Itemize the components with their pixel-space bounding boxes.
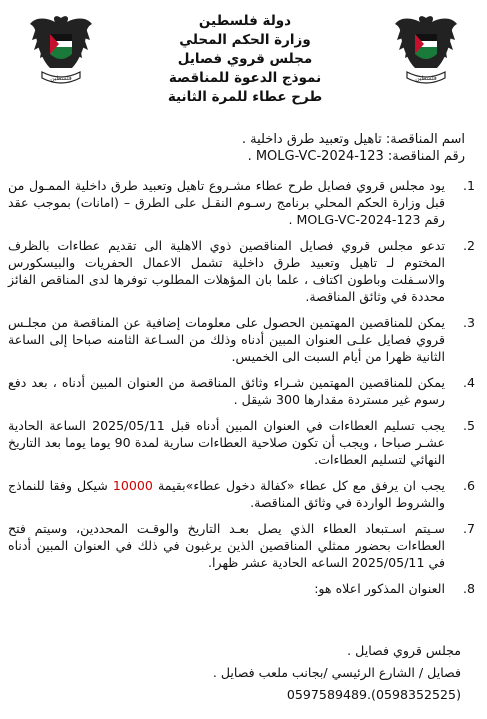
- header-council: مجلس قروي فصايل: [177, 51, 313, 67]
- list-item: [8, 374, 477, 408]
- header-round: طرح عطاء للمرة الثانية: [167, 89, 323, 105]
- item-number: 6.: [462, 478, 475, 493]
- item-text: العنوان المذكور اعلاه هو:: [314, 581, 445, 596]
- address-block: [8, 640, 461, 706]
- item-number: 7.: [462, 521, 475, 536]
- item-text: [8, 477, 445, 511]
- list-item: [8, 477, 477, 511]
- item-number: 8.: [462, 581, 475, 596]
- tender-number: رقم المناقصة: MOLG-VC-2024-123 .: [247, 149, 465, 164]
- header-ministry: وزارة الحكم المحلي: [179, 32, 311, 48]
- item-text-after: شيكل وفقا للنماذج والشروط الواردة في وثائق المناقصة.: [8, 478, 445, 510]
- palestine-eagle-emblem-left: [28, 10, 94, 92]
- item-number: 4.: [462, 375, 475, 390]
- header-form-title: نموذج الدعوة للمناقصة: [168, 70, 322, 86]
- item-text: تدعو مجلس قروي فصايل المناقصين ذوي الاهلية الى تقديم عطاءات بالظرف المختوم لـ تاهيل وتعبيد طرق داخلية تشمل الاعمال الحفريات والبيسكورس والاسـفلت وباطون اكتاف ، علما بان المؤهلات المطلوب توفرها لدى المناقص الفائز محددة في وثائق المناقصة.: [8, 238, 445, 304]
- emblem-caption-right: فلسطين: [415, 75, 437, 82]
- address-street: فصايل / الشارع الرئيسي /بجانب ملعب فصايل .: [212, 665, 461, 680]
- item-text-before: يجب ان يرفق مع كل عطاء «كفالة دخول عطاء»بقيمة: [152, 478, 445, 493]
- address-phones: (0598352525).0597589489: [286, 687, 461, 702]
- tender-subject: [6, 131, 465, 165]
- item-text: يود مجلس قروي فصايل طرح عطاء مشـروع تاهيل وتعبيد طرق داخلية الممـول من قبل وزارة الحكم المحلي برنامج رسـوم النقـل على الطرق – (امانات) بموجب عقد رقم MOLG-VC-2024-123 .: [8, 178, 445, 227]
- item-number: 2.: [462, 238, 475, 253]
- guarantee-amount: 10000: [112, 478, 153, 493]
- list-item: [8, 417, 477, 468]
- list-item: [8, 580, 477, 597]
- palestine-eagle-emblem-right: [393, 10, 459, 92]
- tender-items-list: [8, 177, 477, 606]
- header-state: دولة فلسطين: [198, 13, 292, 29]
- list-item: [8, 237, 477, 305]
- item-number: 3.: [462, 315, 475, 330]
- item-text: يجب تسليم العطاءات في العنوان المبين أدناه قبل 2025/05/11 الساعة الحادية عشـر صباحا ، ويجب أن تكون صلاحية العطاءات سارية لمدة 90 يوما يوما بعد التاريخ النهائي لتسليم العطاءات.: [8, 418, 445, 467]
- address-council: مجلس قروي فصايل .: [347, 643, 461, 658]
- item-text: يمكن للمناقصين المهتمين شـراء وثائق المناقصة من العنوان المبين أدناه ، بعد دفع رسوم غير مستردة مقدارها 300 شيقل .: [8, 375, 445, 407]
- item-number: 1.: [462, 178, 475, 193]
- list-item: [8, 520, 477, 571]
- item-text: يمكن للمناقصين المهتمين الحصول على معلومات إضافية عن المناقصة من مجلـس قروي فصايل علـى العنوان المبين أدناه وذلك من السـاعة الثامنه صباحا إلى الساعة الثانية ظهرا من أيام السبت الى الخميس.: [8, 315, 445, 364]
- tender-name: اسم المناقصة: تاهيل وتعبيد طرق داخلية .: [241, 132, 465, 147]
- list-item: [8, 314, 477, 365]
- item-text: سـيتم اسـتبعاد العطاء الذي يصل بعـد التاريخ والوقـت المحددين، وسيتم فتح العطاءات بحضور ممثلي المناقصين الذين يرغبون في ذلك في العنوان المبين أدناه في 2025/05/11 الساعه الحادية عشر ظهرا.: [8, 521, 445, 570]
- document-header: [120, 12, 370, 107]
- list-item: [8, 177, 477, 228]
- item-number: 5.: [462, 418, 475, 433]
- emblem-caption-left: فلسطين: [50, 75, 72, 82]
